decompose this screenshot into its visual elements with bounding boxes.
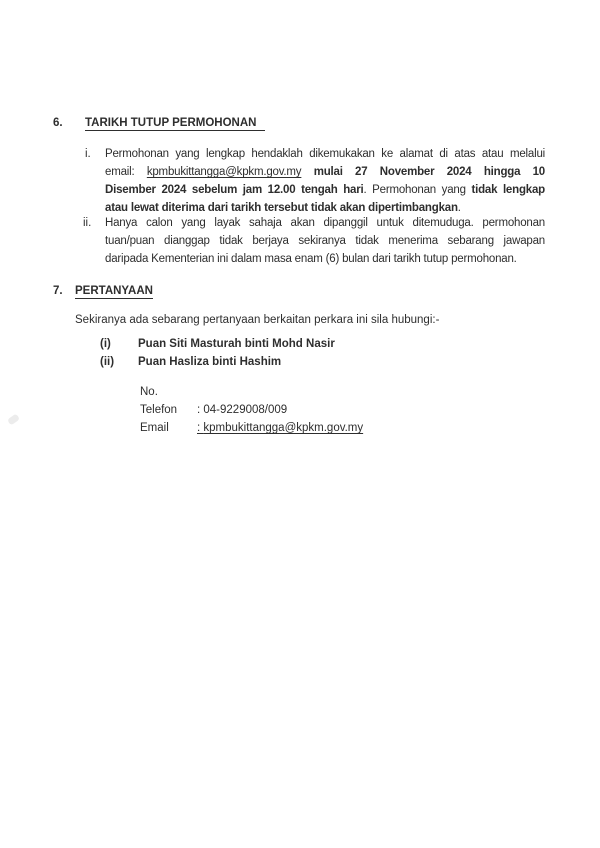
- phone-row: [140, 383, 363, 419]
- contact-1-name: Puan Siti Masturah binti Mohd Nasir: [138, 338, 335, 350]
- item-i-line1: Permohonan yang lengkap hendaklah dikemukakan ke alamat di atas atau melalui: [105, 148, 545, 160]
- section6-title: TARIKH TUTUP PERMOHONAN: [85, 117, 265, 131]
- item-i-marker: i.: [85, 148, 91, 160]
- phone-separator: :: [197, 404, 204, 416]
- contact-row: [100, 353, 335, 371]
- phone-value: 04-9229008/009: [203, 404, 288, 416]
- contact-list: [100, 335, 335, 371]
- item-ii-line3: daripada Kementerian ini dalam masa enam (6) bulan dari tarikh tutup permohonan.: [105, 253, 517, 265]
- item-i-line4: atau lewat diterima dari tarikh tersebut tidak akan dipertimbangkan.: [105, 202, 461, 214]
- section7-title: PERTANYAAN: [75, 285, 153, 297]
- item-i-line2: email: kpmbukittangga@kpkm.gov.my mulai 27 November 2024 hingga 10: [105, 166, 546, 178]
- contact-2-marker: (ii): [100, 356, 115, 368]
- contact-1-marker: (i): [100, 338, 111, 350]
- email-underlined-group: [197, 422, 363, 434]
- item-ii-marker: ii.: [83, 217, 92, 229]
- item-ii-line2: tuan/puan dianggap tidak berjaya sekiranya tidak menerima sebarang jawapan: [105, 235, 545, 247]
- section6-item-ii: [83, 214, 543, 268]
- section7-number: 7.: [53, 285, 63, 297]
- item-ii-line1: Hanya calon yang layak sahaja akan dipanggil untuk ditemuduga. permohonan: [105, 217, 545, 229]
- phone-label: No. Telefon: [140, 386, 178, 416]
- section6-heading: [53, 114, 265, 132]
- contact-details: [140, 383, 363, 437]
- email-label: Email: [140, 422, 169, 434]
- item-i-line3: Disember 2024 sebelum jam 12.00 tengah hari. Permohonan yang tidak lengkap: [105, 184, 545, 196]
- section7-intro: Sekiranya ada sebarang pertanyaan berkaitan perkara ini sila hubungi:-: [75, 314, 440, 326]
- email-link[interactable]: kpmbukittangga@kpkm.gov.my: [146, 166, 302, 178]
- item-ii-text: [105, 214, 545, 268]
- contact-2-name: Puan Hasliza binti Hashim: [138, 356, 282, 368]
- section7-heading: [53, 282, 153, 300]
- email-separator: :: [197, 422, 204, 434]
- section6-number: 6.: [53, 117, 63, 129]
- scan-artifact: [7, 413, 20, 425]
- section6-item-i: [85, 145, 545, 217]
- item-i-text: [105, 145, 545, 217]
- email-row: [140, 419, 363, 437]
- email-link[interactable]: kpmbukittangga@kpkm.gov.my: [203, 422, 364, 434]
- contact-row: [100, 335, 335, 353]
